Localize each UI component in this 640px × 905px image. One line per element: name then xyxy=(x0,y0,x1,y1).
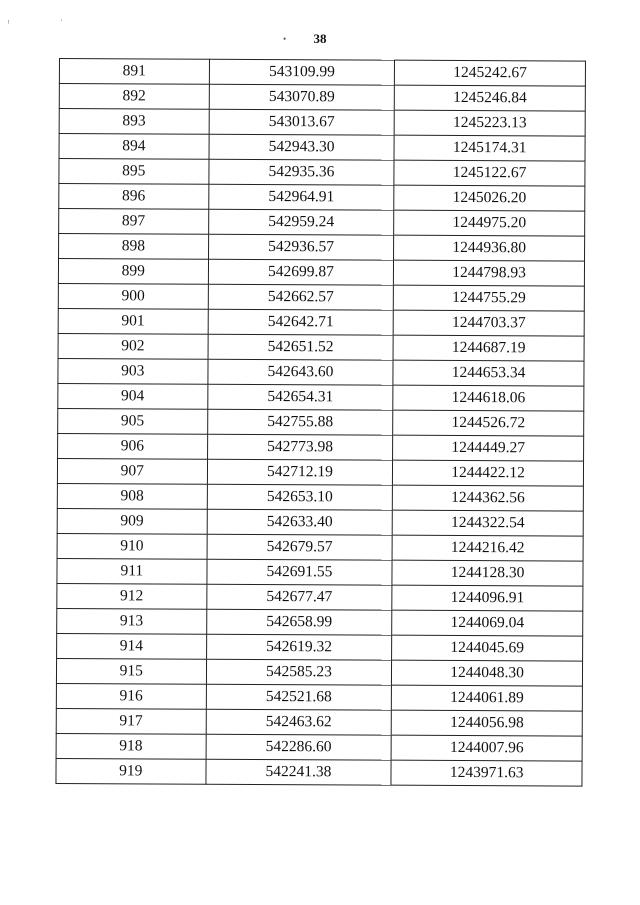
y-coordinate-cell: 1244449.27 xyxy=(393,435,584,461)
point-number-cell: 898 xyxy=(59,234,209,260)
x-coordinate-cell: 542964.91 xyxy=(208,184,394,210)
table-row xyxy=(59,159,585,187)
y-coordinate-cell: 1244703.37 xyxy=(393,310,584,336)
x-coordinate-cell: 542677.47 xyxy=(206,584,392,610)
table-row xyxy=(56,658,582,686)
table-row xyxy=(57,533,583,561)
table-row xyxy=(59,84,585,112)
point-number-cell: 900 xyxy=(58,283,208,309)
y-coordinate-cell: 1245223.13 xyxy=(394,110,585,136)
table-row xyxy=(56,708,582,736)
table-row xyxy=(57,458,583,486)
x-coordinate-cell: 542651.52 xyxy=(208,334,394,360)
x-coordinate-cell: 542654.31 xyxy=(207,384,393,410)
y-coordinate-cell: 1244322.54 xyxy=(392,510,583,536)
y-coordinate-cell: 1244056.98 xyxy=(391,710,582,736)
point-number-cell: 894 xyxy=(59,134,209,160)
x-coordinate-cell: 542643.60 xyxy=(208,359,394,385)
y-coordinate-cell: 1244936.80 xyxy=(394,235,585,261)
x-coordinate-cell: 542959.24 xyxy=(208,209,394,235)
x-coordinate-cell: 542662.57 xyxy=(208,284,394,310)
table-row xyxy=(57,508,583,536)
y-coordinate-cell: 1244798.93 xyxy=(394,260,585,286)
x-coordinate-cell: 542658.99 xyxy=(206,609,392,635)
point-number-cell: 916 xyxy=(56,683,206,709)
x-coordinate-cell: 542943.30 xyxy=(209,134,395,160)
point-number-cell: 913 xyxy=(57,608,207,634)
x-coordinate-cell: 542773.98 xyxy=(207,434,393,460)
y-coordinate-cell: 1245174.31 xyxy=(394,135,585,161)
point-number-cell: 892 xyxy=(59,84,209,110)
x-coordinate-cell: 542755.88 xyxy=(207,409,393,435)
point-number-cell: 901 xyxy=(58,308,208,334)
x-coordinate-cell: 542463.62 xyxy=(206,709,392,735)
point-number-cell: 914 xyxy=(57,633,207,659)
point-number-cell: 911 xyxy=(57,558,207,584)
point-number-cell: 903 xyxy=(58,358,208,384)
point-number-cell: 909 xyxy=(57,508,207,534)
point-number-cell: 899 xyxy=(58,259,208,285)
x-coordinate-cell: 542619.32 xyxy=(206,634,392,660)
y-coordinate-cell: 1244128.30 xyxy=(392,560,583,586)
x-coordinate-cell: 542935.36 xyxy=(209,159,395,185)
x-coordinate-cell: 542653.10 xyxy=(207,484,393,510)
point-number-cell: 896 xyxy=(59,184,209,210)
point-number-cell: 917 xyxy=(56,708,206,734)
point-number-cell: 907 xyxy=(57,458,207,484)
table-row xyxy=(57,558,583,586)
x-coordinate-cell: 542642.71 xyxy=(208,309,394,335)
table-row xyxy=(56,683,582,711)
y-coordinate-cell: 1244687.19 xyxy=(393,335,584,361)
y-coordinate-cell: 1244526.72 xyxy=(393,410,584,436)
point-number-cell: 904 xyxy=(58,383,208,409)
table-row xyxy=(58,383,584,411)
scan-speck: • xyxy=(283,34,287,44)
table-row xyxy=(58,358,584,386)
point-number-cell: 902 xyxy=(58,333,208,359)
y-coordinate-cell: 1244422.12 xyxy=(393,460,584,486)
coordinates-table-body xyxy=(56,59,586,787)
x-coordinate-cell: 542691.55 xyxy=(207,559,393,585)
table-row xyxy=(58,333,584,361)
table-row xyxy=(57,608,583,636)
y-coordinate-cell: 1244096.91 xyxy=(392,585,583,611)
y-coordinate-cell: 1244618.06 xyxy=(393,385,584,411)
x-coordinate-cell: 542286.60 xyxy=(206,734,392,760)
scan-speck: ˈ xyxy=(60,18,63,28)
table-row xyxy=(59,109,585,137)
table-row xyxy=(59,184,585,212)
page-number: 38 xyxy=(313,31,327,46)
point-number-cell: 893 xyxy=(59,109,209,135)
table-row xyxy=(58,408,584,436)
y-coordinate-cell: 1244216.42 xyxy=(392,535,583,561)
x-coordinate-cell: 542585.23 xyxy=(206,659,392,685)
y-coordinate-cell: 1244048.30 xyxy=(392,660,583,686)
y-coordinate-cell: 1244061.89 xyxy=(392,685,583,711)
x-coordinate-cell: 543013.67 xyxy=(209,109,395,135)
x-coordinate-cell: 542699.87 xyxy=(208,259,394,285)
point-number-cell: 910 xyxy=(57,533,207,559)
y-coordinate-cell: 1245242.67 xyxy=(395,60,586,86)
y-coordinate-cell: 1244755.29 xyxy=(394,285,585,311)
table-row xyxy=(58,283,584,311)
x-coordinate-cell: 543070.89 xyxy=(209,84,395,110)
y-coordinate-cell: 1244045.69 xyxy=(392,635,583,661)
y-coordinate-cell: 1244975.20 xyxy=(394,210,585,236)
point-number-cell: 919 xyxy=(56,758,206,784)
point-number-cell: 891 xyxy=(59,59,209,85)
table-row xyxy=(58,433,584,461)
y-coordinate-cell: 1243971.63 xyxy=(391,760,582,786)
y-coordinate-cell: 1245026.20 xyxy=(394,185,585,211)
y-coordinate-cell: 1244653.34 xyxy=(393,360,584,386)
point-number-cell: 912 xyxy=(57,583,207,609)
table-row xyxy=(56,733,582,761)
x-coordinate-cell: 542633.40 xyxy=(207,509,393,535)
coordinates-table xyxy=(55,58,586,787)
point-number-cell: 895 xyxy=(59,159,209,185)
scan-speck: ˡ xyxy=(8,18,10,28)
y-coordinate-cell: 1244362.56 xyxy=(393,485,584,511)
x-coordinate-cell: 542521.68 xyxy=(206,684,392,710)
table-row xyxy=(59,209,585,237)
point-number-cell: 905 xyxy=(58,408,208,434)
x-coordinate-cell: 542712.19 xyxy=(207,459,393,485)
table-row xyxy=(57,633,583,661)
y-coordinate-cell: 1244069.04 xyxy=(392,610,583,636)
x-coordinate-cell: 543109.99 xyxy=(209,59,395,85)
table-row xyxy=(59,59,585,87)
x-coordinate-cell: 542679.57 xyxy=(207,534,393,560)
point-number-cell: 918 xyxy=(56,733,206,759)
table-row xyxy=(56,758,582,786)
y-coordinate-cell: 1245122.67 xyxy=(394,160,585,186)
y-coordinate-cell: 1244007.96 xyxy=(391,735,582,761)
x-coordinate-cell: 542936.57 xyxy=(208,234,394,260)
table-row xyxy=(58,259,584,287)
table-row xyxy=(59,134,585,162)
x-coordinate-cell: 542241.38 xyxy=(206,759,392,785)
point-number-cell: 915 xyxy=(56,658,206,684)
table-row xyxy=(57,583,583,611)
point-number-cell: 897 xyxy=(59,209,209,235)
table-row xyxy=(58,308,584,336)
table-row xyxy=(57,483,583,511)
point-number-cell: 906 xyxy=(58,433,208,459)
y-coordinate-cell: 1245246.84 xyxy=(395,85,586,111)
point-number-cell: 908 xyxy=(57,483,207,509)
table-row xyxy=(59,234,585,262)
